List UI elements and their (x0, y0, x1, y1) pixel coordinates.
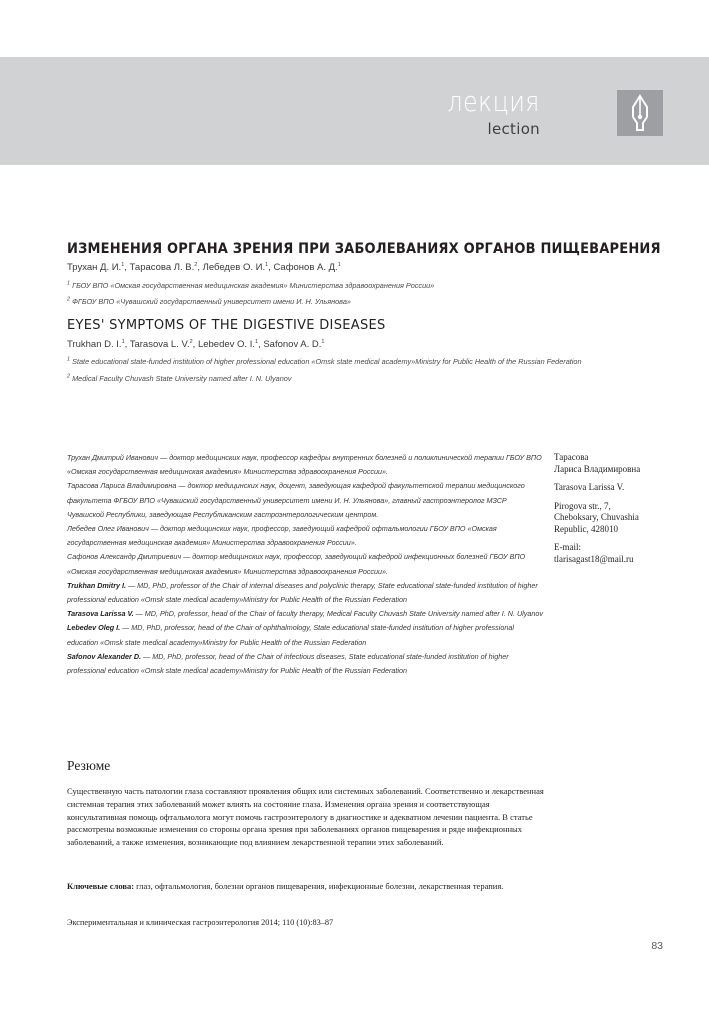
contact-address: Pirogova str., 7, Cheboksary, Chuvashia Republic, 428010 (554, 500, 639, 534)
article-title-ru: ИЗМЕНЕНИЯ ОРГАНА ЗРЕНИЯ ПРИ ЗАБОЛЕВАНИЯХ ОРГАНОВ ПИЩЕВАРЕНИЯ (67, 241, 661, 257)
authors-ru: Трухан Д. И.$^1$, Тарасова Л. В.$^2$, Лебедев О. И.$^1$, Сафонов А. Д.$^1$ (67, 261, 341, 273)
author: Safonov A. D. (263, 339, 322, 350)
contact-name-en: Tarasova Larissa V. (554, 482, 625, 492)
bio-entry: Тарасова Лариса Владимировна — доктор медицинских наук, доцент, заведующая кафедрой факультетской терапии медицинского факультета ФГБОУ ВПО «Чувашский государственный университет имени И. Н. Ульянова», главный гастроэнтеролог МЗСР Чувашской Республики, заведующая Республиканским гастроэнтерологическим центром. (67, 481, 525, 519)
bio-entry: Safonov Alexander D. — MD, PhD, professor, head of the Chair of infectious diseases, State educational state-funded institution of higher professional education «Omsk state medical academy»Ministry for Public Health of the Russian Federation (67, 651, 509, 676)
resume-text: Существенную часть патологии глаза составляют проявления общих или системных заболеваний. Соответственно и лекарственная системная терапия этих заболеваний может влиять на состояние глаза. Изменения органа зрения и соответствующая консультативная помощь офтальмолога могут помочь гастроэнтерологу в диагностике и адекватном лечении пациента. В статье рассмотрены возможные изменения со стороны органа зрения при заболеваниях органов пищеварения и ряде инфекционных заболеваний, а также изменения, возникающие под влиянием лекарственной терапии этих заболеваний. (67, 786, 544, 848)
keywords-list: глаз, офтальмология, болезни органов пищеварения, инфекционные болезни, лекарственная терапия. (134, 881, 504, 891)
article-title-en: EYES' SYMPTOMS OF THE DIGESTIVE DISEASES (67, 318, 386, 333)
author: Tarasova L. V. (129, 339, 190, 350)
author: Сафонов А. Д. (273, 262, 338, 273)
bio-entry: Сафонов Александр Дмитриевич — доктор медицинских наук, профессор, заведующий кафедрой инфекционных болезней ГБОУ ВПО «Омская государственная медицинская академия» Министерства здравоохранения России». (67, 552, 526, 576)
bio-entry: Trukhan Dmitry I. — MD, PhD, professor of the Chair of internal diseases and polyclinic therapy, State educational state-funded institution of higher professional education «Omsk state medical academy»Ministry for Public Health of the Russian Federation (67, 580, 538, 605)
page-number: 83 (651, 940, 663, 952)
fountain-pen-nib-icon (617, 90, 663, 136)
keywords-label: Ключевые слова: (67, 881, 135, 891)
authors-en: Trukhan D. I.$^1$, Tarasova L. V.$^2$, Lebedev O. I.$^1$, Safonov A. D.$^1$ (67, 338, 325, 350)
affiliation-en-1: $^1$ State educational state-funded institution of higher professional education «Omsk state medical academy»Ministry for Public Health of the Russian Federation (67, 356, 582, 366)
citation: Экспериментальная и клиническая гастроэнтерология 2014; 110 (10):83–87 (67, 918, 334, 927)
author: Trukhan D. I. (67, 339, 122, 350)
affiliation-ru-2: $^2$ ФГБОУ ВПО «Чувашский государственный университет имени И. Н. Ульянова» (67, 296, 351, 306)
bio-entry: Трухан Дмитрий Иванович — доктор медицинских наук, профессор кафедры внутренних болезней и поликлинической терапии ГБОУ ВПО «Омская государственная медицинская академия» Министерства здравоохранения России». (67, 453, 542, 477)
author: Трухан Д. И. (67, 262, 122, 273)
author: Тарасова Л. В. (129, 262, 195, 273)
keywords (67, 880, 545, 893)
bio-entry: Tarasova Larissa V. — MD, PhD, professor, head of the Chair of faculty therapy, Medical Faculty Chuvash State University named after I. N. Ulyanov (67, 609, 543, 619)
section-label-ru: лекция (447, 85, 540, 118)
corresponding-author (554, 452, 674, 572)
contact-name-ru: Тарасова Лариса Владимировна (554, 452, 641, 474)
section-banner (0, 57, 709, 165)
email-link[interactable]: tlarisagast18@mail.ru (554, 553, 634, 564)
contact-email: E-mail: tlarisagast18@mail.ru (554, 542, 674, 565)
section-label-en: lection (487, 120, 540, 138)
resume-heading: Резюме (67, 758, 111, 773)
affiliation-en-2: $^2$ Medical Faculty Chuvash State University named after I. N. Ulyanov (67, 373, 292, 383)
author: Lebedev O. I. (197, 339, 255, 350)
bio-entry: Lebedev Oleg I. — MD, PhD, professor, head of the Chair of ophthalmology, State educational state-funded institution of higher professional education «Omsk state medical academy»Ministry for Public Health of the Russian Federation (67, 623, 514, 647)
author: Лебедев О. И. (202, 262, 266, 273)
author-bios (67, 451, 545, 678)
bio-entry: Лебедев Олег Иванович — доктор медицинских наук, профессор, заведующий кафедрой офтальмологии ГБОУ ВПО «Омская государственная медицинская академия» Министерства здравоохранения России». (67, 524, 497, 548)
affiliation-ru-1: $^1$ ГБОУ ВПО «Омская государственная медицинская академия» Министерства здравоохранения России» (67, 280, 435, 290)
